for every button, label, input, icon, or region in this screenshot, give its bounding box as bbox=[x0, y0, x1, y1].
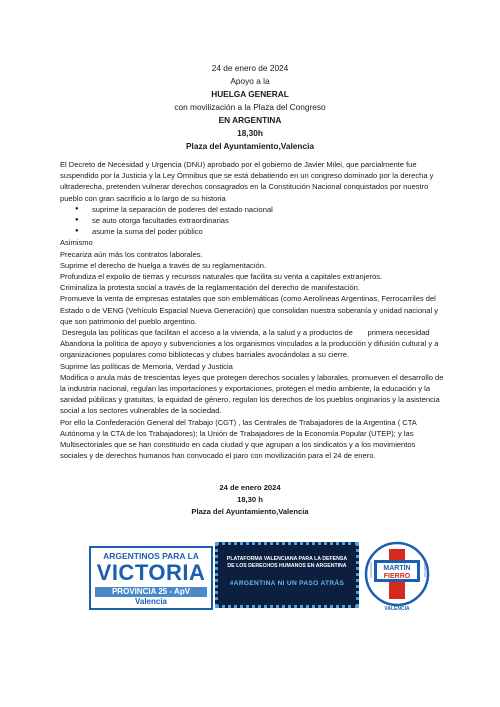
plataforma-line1: PLATAFORMA VALENCIANA PARA LA DEFENSA bbox=[226, 556, 348, 562]
body-line: Promueve la venta de empresas estatales que son emblemáticas (como Aerolíneas Argentinas, Ferrocarriles del Estado o de VENG (Vehículo Espacial Nueva Generación) que consolidan nuestra soberanía y unidad nacional y que son patrimonio del pueblo argentino. bbox=[60, 294, 439, 326]
plataforma-name bbox=[218, 556, 356, 570]
footer-block bbox=[0, 482, 500, 518]
bullet-item: ● se auto otorga facultades extraordinarias bbox=[60, 215, 444, 226]
header-country: EN ARGENTINA bbox=[218, 115, 282, 125]
body-line: Desregula las políticas que facilitan el acceso a la vivienda, a la salud y a productos de primera necesidad bbox=[60, 328, 430, 338]
logo-top-text: ARGENTINOS PARA LA bbox=[103, 551, 199, 561]
footer-date: 24 de enero 2024 bbox=[219, 483, 281, 492]
header-time: 18,30h bbox=[237, 128, 263, 138]
body-line: Criminaliza la protesta social a través de la reglamentación del derecho de manifestación. bbox=[60, 283, 360, 293]
logo-main-text: VICTORIA bbox=[96, 560, 206, 585]
intro-paragraph: El Decreto de Necesidad y Urgencia (DNU) aprobado por el gobierno de Javier Milei, que parcialmente fue suspendido por la Justicia y la Ley Ómnibus que se está debatiendo en un congreso dominado por la derecha y ultraderecha, pretenden vulnerar derechos consagrados en la Constitución Nacional conquistados por nuestro pueblo con gran sacrificio a lo largo de su historia bbox=[60, 160, 434, 203]
header-strike: HUELGA GENERAL bbox=[211, 89, 289, 99]
logo-province-text: PROVINCIA 25 - ApV bbox=[111, 587, 191, 596]
body-text bbox=[60, 159, 444, 461]
body-line: Abandona la política de apoyo y subvenciones a los organismos vinculados a la producción y difusión cultural y a organizaciones populares como bibliotecas y clubes barriales avocándolas a su cierre. bbox=[60, 339, 439, 360]
logo-city-text: Valencia bbox=[134, 597, 168, 606]
body-line: Precariza aún más los contratos laborales. bbox=[60, 249, 203, 259]
body-line: Profundiza el expolio de tierras y recursos naturales que facilita su venta a capitales extranjeros. bbox=[60, 272, 383, 282]
argentinos-victoria-logo bbox=[89, 546, 213, 610]
header-date: 24 de enero de 2024 bbox=[211, 63, 289, 73]
logo-right-text: ARGENTINA bbox=[423, 562, 426, 578]
body-line: Modifica o anula más de trescientas leyes que protegen derechos sociales y laborales, promueven el desarrollo de la industria nacional, regulan las importaciones y exportaciones, protegen el medio ambiente, la educación y la sanidad públicas y gratuitas, la equidad de género, regulan los derechos de los pueblos originarios y la asistencia social a los sectores vulnerables de la sociedad. bbox=[60, 372, 444, 416]
body-line: Suprime las políticas de Memoria, Verdad y Justicia bbox=[60, 361, 233, 371]
body-line: Asimismo bbox=[60, 238, 93, 248]
plataforma-slogan: #ARGENTINA NI UN PASO ATRÁS bbox=[229, 580, 345, 587]
martin-fierro-logo bbox=[362, 540, 432, 612]
plataforma-line2: DE LOS DERECHOS HUMANOS EN ARGENTINA bbox=[227, 563, 347, 569]
logo-name1: MARTÍN bbox=[383, 565, 411, 572]
bullet-list bbox=[60, 204, 444, 238]
footer-place: Plaza del Ayuntamiento,Valencia bbox=[191, 507, 309, 516]
bullet-item: ● asume la suma del poder público bbox=[60, 226, 444, 237]
footer-time: 18,30 h bbox=[237, 495, 263, 504]
header-block bbox=[0, 62, 500, 153]
logo-left-text: ASOCIACIÓN bbox=[370, 561, 373, 578]
header-mobilization: con movilización a la Plaza del Congreso bbox=[174, 102, 326, 112]
logo-city: VALENCIA bbox=[384, 606, 410, 612]
logo-name2: FIERRO bbox=[383, 573, 411, 580]
bullet-item: ● suprime la separación de poderes del estado nacional bbox=[60, 204, 444, 215]
header-place: Plaza del Ayuntamiento,Valencia bbox=[185, 141, 315, 151]
body-line: Suprime el derecho de huelga a través de su reglamentación. bbox=[60, 260, 266, 270]
plataforma-valenciana-logo bbox=[215, 542, 359, 608]
header-support: Apoyo a la bbox=[230, 76, 270, 86]
body-line: Por ello la Confederación General del Trabajo (CGT) , las Centrales de Trabajadores de la Argentina ( CTA Autónoma y la CTA de los Trabajadores); la Unión de Trabajadores de la Economía Popular (UTEP); y las Multisectoriales que se han constituido en cada ciudad y que agrupan a los sindicatos y a los movimientos sociales y de derechos humanos han convocado el paro con movilización para el 24 de enero. bbox=[60, 417, 417, 461]
